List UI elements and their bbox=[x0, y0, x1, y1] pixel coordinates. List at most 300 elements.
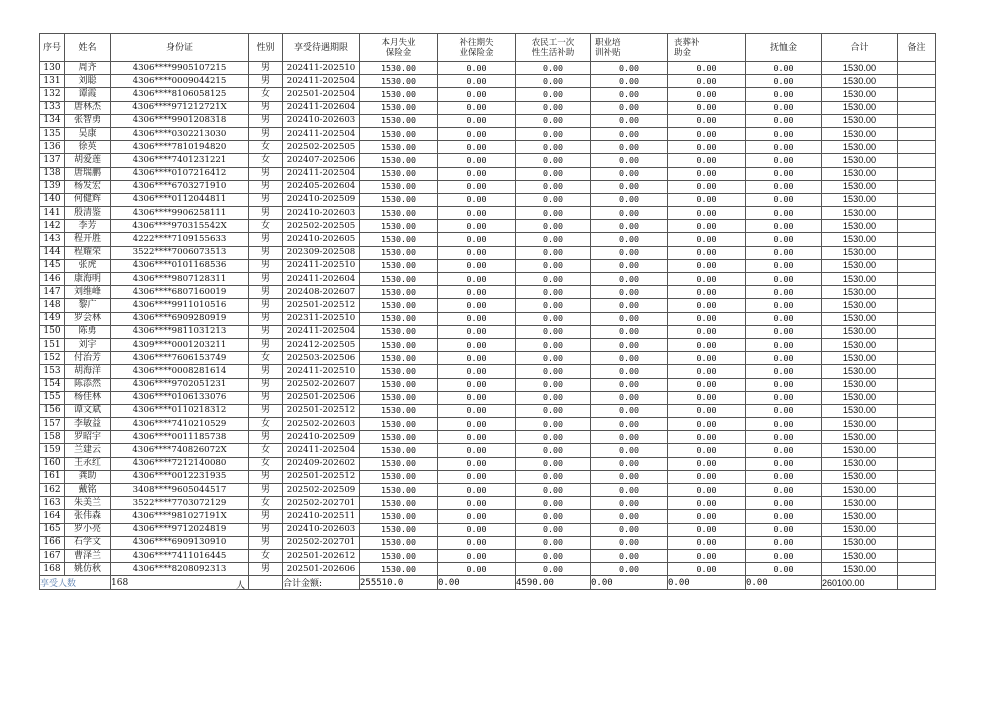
row-training: 0.00 bbox=[591, 141, 668, 154]
table-row bbox=[40, 114, 936, 127]
row-pension: 0.00 bbox=[746, 141, 822, 154]
row-training: 0.00 bbox=[591, 207, 668, 220]
header-monthly-line1: 本月失业 bbox=[381, 37, 416, 48]
row-id: 3408****9605044517 bbox=[111, 484, 249, 497]
sum-backpay: 0.00 bbox=[438, 576, 516, 590]
row-funeral: 0.00 bbox=[668, 259, 746, 272]
row-pension: 0.00 bbox=[746, 127, 822, 140]
row-name: 龚助 bbox=[65, 470, 111, 483]
row-backpay: 0.00 bbox=[438, 62, 516, 75]
row-gender: 男 bbox=[249, 167, 283, 180]
row-id: 4306****0101168536 bbox=[111, 259, 249, 272]
row-total: 1530.00 bbox=[822, 154, 898, 167]
row-funeral: 0.00 bbox=[668, 365, 746, 378]
row-id: 4306****970315542X bbox=[111, 220, 249, 233]
row-backpay: 0.00 bbox=[438, 220, 516, 233]
table-row bbox=[40, 338, 936, 351]
row-pension: 0.00 bbox=[746, 312, 822, 325]
row-total: 1530.00 bbox=[822, 523, 898, 536]
row-migrant: 0.00 bbox=[516, 207, 591, 220]
row-id: 3522****7703072129 bbox=[111, 497, 249, 510]
row-migrant: 0.00 bbox=[516, 193, 591, 206]
row-pension: 0.00 bbox=[746, 286, 822, 299]
row-remark bbox=[898, 286, 936, 299]
row-backpay: 0.00 bbox=[438, 338, 516, 351]
row-pension: 0.00 bbox=[746, 497, 822, 510]
row-monthly: 1530.00 bbox=[360, 207, 438, 220]
row-remark bbox=[898, 246, 936, 259]
row-backpay: 0.00 bbox=[438, 154, 516, 167]
row-monthly: 1530.00 bbox=[360, 141, 438, 154]
row-period: 202410-202509 bbox=[283, 431, 360, 444]
row-pension: 0.00 bbox=[746, 563, 822, 576]
row-pension: 0.00 bbox=[746, 457, 822, 470]
row-backpay: 0.00 bbox=[438, 404, 516, 417]
row-id: 4306****7212140080 bbox=[111, 457, 249, 470]
row-seq: 154 bbox=[40, 378, 65, 391]
row-remark bbox=[898, 444, 936, 457]
row-migrant: 0.00 bbox=[516, 75, 591, 88]
row-seq: 158 bbox=[40, 431, 65, 444]
row-funeral: 0.00 bbox=[668, 299, 746, 312]
row-total: 1530.00 bbox=[822, 180, 898, 193]
row-training: 0.00 bbox=[591, 62, 668, 75]
row-migrant: 0.00 bbox=[516, 259, 591, 272]
row-monthly: 1530.00 bbox=[360, 497, 438, 510]
row-monthly: 1530.00 bbox=[360, 233, 438, 246]
row-funeral: 0.00 bbox=[668, 75, 746, 88]
row-id: 4306****740826072X bbox=[111, 444, 249, 457]
row-monthly: 1530.00 bbox=[360, 510, 438, 523]
row-name: 兰建云 bbox=[65, 444, 111, 457]
row-backpay: 0.00 bbox=[438, 391, 516, 404]
row-name: 徐英 bbox=[65, 141, 111, 154]
row-period: 202503-202506 bbox=[283, 352, 360, 365]
row-training: 0.00 bbox=[591, 88, 668, 101]
row-seq: 162 bbox=[40, 484, 65, 497]
row-pension: 0.00 bbox=[746, 299, 822, 312]
row-total: 1530.00 bbox=[822, 88, 898, 101]
row-migrant: 0.00 bbox=[516, 325, 591, 338]
row-total: 1530.00 bbox=[822, 365, 898, 378]
row-training: 0.00 bbox=[591, 127, 668, 140]
header-migrant bbox=[516, 34, 591, 62]
row-funeral: 0.00 bbox=[668, 167, 746, 180]
row-pension: 0.00 bbox=[746, 154, 822, 167]
row-period: 202411-202510 bbox=[283, 365, 360, 378]
row-monthly: 1530.00 bbox=[360, 484, 438, 497]
row-total: 1530.00 bbox=[822, 470, 898, 483]
row-total: 1530.00 bbox=[822, 444, 898, 457]
count-unit: 人 bbox=[235, 580, 245, 590]
row-total: 1530.00 bbox=[822, 233, 898, 246]
row-name: 胡海洋 bbox=[65, 365, 111, 378]
row-id: 4306****0011185738 bbox=[111, 431, 249, 444]
row-migrant: 0.00 bbox=[516, 523, 591, 536]
row-id: 4306****7810194820 bbox=[111, 141, 249, 154]
header-funeral-line2: 助金 bbox=[674, 47, 692, 58]
header-total: 合计 bbox=[822, 34, 898, 62]
table-row bbox=[40, 273, 936, 286]
row-gender: 男 bbox=[249, 312, 283, 325]
row-training: 0.00 bbox=[591, 352, 668, 365]
row-migrant: 0.00 bbox=[516, 312, 591, 325]
row-backpay: 0.00 bbox=[438, 444, 516, 457]
row-backpay: 0.00 bbox=[438, 497, 516, 510]
row-seq: 137 bbox=[40, 154, 65, 167]
row-total: 1530.00 bbox=[822, 286, 898, 299]
row-id: 4306****0112044811 bbox=[111, 193, 249, 206]
row-funeral: 0.00 bbox=[668, 523, 746, 536]
row-period: 202411-202504 bbox=[283, 325, 360, 338]
row-pension: 0.00 bbox=[746, 365, 822, 378]
row-funeral: 0.00 bbox=[668, 286, 746, 299]
row-funeral: 0.00 bbox=[668, 312, 746, 325]
row-training: 0.00 bbox=[591, 444, 668, 457]
row-id: 4306****9911010516 bbox=[111, 299, 249, 312]
row-migrant: 0.00 bbox=[516, 391, 591, 404]
header-migrant-line2: 性生活补助 bbox=[531, 47, 575, 58]
row-training: 0.00 bbox=[591, 193, 668, 206]
row-total: 1530.00 bbox=[822, 246, 898, 259]
row-seq: 156 bbox=[40, 404, 65, 417]
row-id: 4306****981027191X bbox=[111, 510, 249, 523]
row-training: 0.00 bbox=[591, 378, 668, 391]
row-total: 1530.00 bbox=[822, 127, 898, 140]
row-pension: 0.00 bbox=[746, 391, 822, 404]
row-funeral: 0.00 bbox=[668, 352, 746, 365]
table-row bbox=[40, 418, 936, 431]
row-funeral: 0.00 bbox=[668, 114, 746, 127]
row-remark bbox=[898, 470, 936, 483]
sum-training: 0.00 bbox=[591, 576, 668, 590]
row-migrant: 0.00 bbox=[516, 470, 591, 483]
row-seq: 132 bbox=[40, 88, 65, 101]
row-seq: 144 bbox=[40, 246, 65, 259]
row-pension: 0.00 bbox=[746, 338, 822, 351]
row-monthly: 1530.00 bbox=[360, 246, 438, 259]
row-migrant: 0.00 bbox=[516, 497, 591, 510]
row-period: 202411-202510 bbox=[283, 259, 360, 272]
row-migrant: 0.00 bbox=[516, 62, 591, 75]
row-monthly: 1530.00 bbox=[360, 114, 438, 127]
row-backpay: 0.00 bbox=[438, 484, 516, 497]
row-backpay: 0.00 bbox=[438, 418, 516, 431]
row-monthly: 1530.00 bbox=[360, 549, 438, 562]
row-period: 202411-202510 bbox=[283, 62, 360, 75]
sum-remark bbox=[898, 576, 936, 590]
row-period: 202410-202509 bbox=[283, 193, 360, 206]
row-name: 罗会林 bbox=[65, 312, 111, 325]
row-funeral: 0.00 bbox=[668, 404, 746, 417]
row-pension: 0.00 bbox=[746, 378, 822, 391]
row-total: 1530.00 bbox=[822, 167, 898, 180]
row-funeral: 0.00 bbox=[668, 88, 746, 101]
row-gender: 男 bbox=[249, 431, 283, 444]
row-migrant: 0.00 bbox=[516, 246, 591, 259]
row-pension: 0.00 bbox=[746, 404, 822, 417]
row-backpay: 0.00 bbox=[438, 352, 516, 365]
header-migrant-line1: 农民工一次 bbox=[531, 37, 575, 48]
row-remark bbox=[898, 259, 936, 272]
row-pension: 0.00 bbox=[746, 180, 822, 193]
table-row bbox=[40, 259, 936, 272]
row-pension: 0.00 bbox=[746, 220, 822, 233]
row-gender: 女 bbox=[249, 497, 283, 510]
row-seq: 160 bbox=[40, 457, 65, 470]
row-training: 0.00 bbox=[591, 114, 668, 127]
row-backpay: 0.00 bbox=[438, 563, 516, 576]
row-funeral: 0.00 bbox=[668, 484, 746, 497]
row-total: 1530.00 bbox=[822, 259, 898, 272]
row-seq: 152 bbox=[40, 352, 65, 365]
row-id: 4306****9807128311 bbox=[111, 273, 249, 286]
row-id: 4306****9811031213 bbox=[111, 325, 249, 338]
sum-monthly: 255510.0 bbox=[360, 576, 438, 590]
row-period: 202412-202505 bbox=[283, 338, 360, 351]
row-name: 付治芳 bbox=[65, 352, 111, 365]
table-row bbox=[40, 141, 936, 154]
row-seq: 149 bbox=[40, 312, 65, 325]
count-value bbox=[111, 576, 249, 590]
row-training: 0.00 bbox=[591, 563, 668, 576]
row-monthly: 1530.00 bbox=[360, 536, 438, 549]
row-remark bbox=[898, 180, 936, 193]
row-pension: 0.00 bbox=[746, 470, 822, 483]
row-period: 202409-202602 bbox=[283, 457, 360, 470]
row-funeral: 0.00 bbox=[668, 154, 746, 167]
row-gender: 男 bbox=[249, 378, 283, 391]
row-funeral: 0.00 bbox=[668, 207, 746, 220]
summary-row bbox=[40, 576, 936, 590]
row-training: 0.00 bbox=[591, 325, 668, 338]
row-remark bbox=[898, 536, 936, 549]
header-funeral-line1: 丧葬补 bbox=[674, 37, 700, 48]
row-total: 1530.00 bbox=[822, 536, 898, 549]
row-funeral: 0.00 bbox=[668, 431, 746, 444]
row-total: 1530.00 bbox=[822, 497, 898, 510]
row-migrant: 0.00 bbox=[516, 273, 591, 286]
row-training: 0.00 bbox=[591, 233, 668, 246]
row-training: 0.00 bbox=[591, 338, 668, 351]
row-id: 4306****971212721X bbox=[111, 101, 249, 114]
table-row bbox=[40, 75, 936, 88]
row-backpay: 0.00 bbox=[438, 431, 516, 444]
row-backpay: 0.00 bbox=[438, 167, 516, 180]
row-period: 202411-202604 bbox=[283, 273, 360, 286]
row-total: 1530.00 bbox=[822, 338, 898, 351]
row-name: 康海明 bbox=[65, 273, 111, 286]
row-funeral: 0.00 bbox=[668, 549, 746, 562]
row-backpay: 0.00 bbox=[438, 207, 516, 220]
row-backpay: 0.00 bbox=[438, 470, 516, 483]
row-pension: 0.00 bbox=[746, 114, 822, 127]
row-gender: 男 bbox=[249, 484, 283, 497]
row-seq: 138 bbox=[40, 167, 65, 180]
row-name: 姚仿秋 bbox=[65, 563, 111, 576]
row-monthly: 1530.00 bbox=[360, 101, 438, 114]
row-id: 4309****0001203211 bbox=[111, 338, 249, 351]
row-total: 1530.00 bbox=[822, 141, 898, 154]
row-gender: 男 bbox=[249, 563, 283, 576]
row-total: 1530.00 bbox=[822, 299, 898, 312]
row-gender: 女 bbox=[249, 549, 283, 562]
row-name: 罗小亮 bbox=[65, 523, 111, 536]
table-row bbox=[40, 470, 936, 483]
row-remark bbox=[898, 207, 936, 220]
row-training: 0.00 bbox=[591, 273, 668, 286]
row-gender: 女 bbox=[249, 444, 283, 457]
header-row bbox=[40, 34, 936, 62]
row-monthly: 1530.00 bbox=[360, 352, 438, 365]
row-total: 1530.00 bbox=[822, 325, 898, 338]
table-row bbox=[40, 88, 936, 101]
row-total: 1530.00 bbox=[822, 484, 898, 497]
row-remark bbox=[898, 365, 936, 378]
row-pension: 0.00 bbox=[746, 207, 822, 220]
header-id: 身份证 bbox=[111, 34, 249, 62]
table-row bbox=[40, 497, 936, 510]
row-migrant: 0.00 bbox=[516, 404, 591, 417]
row-remark bbox=[898, 378, 936, 391]
row-training: 0.00 bbox=[591, 523, 668, 536]
row-name: 周齐 bbox=[65, 62, 111, 75]
header-monthly-line2: 保险金 bbox=[385, 47, 412, 58]
row-backpay: 0.00 bbox=[438, 233, 516, 246]
row-total: 1530.00 bbox=[822, 510, 898, 523]
row-backpay: 0.00 bbox=[438, 193, 516, 206]
row-pension: 0.00 bbox=[746, 233, 822, 246]
header-monthly bbox=[360, 34, 438, 62]
row-remark bbox=[898, 484, 936, 497]
row-training: 0.00 bbox=[591, 470, 668, 483]
row-training: 0.00 bbox=[591, 246, 668, 259]
summary-gap bbox=[249, 576, 283, 590]
row-total: 1530.00 bbox=[822, 75, 898, 88]
sum-total: 260100.00 bbox=[822, 576, 898, 590]
row-remark bbox=[898, 88, 936, 101]
row-seq: 165 bbox=[40, 523, 65, 536]
count-label: 享受人数 bbox=[40, 576, 111, 590]
row-period: 202501-202512 bbox=[283, 404, 360, 417]
row-remark bbox=[898, 510, 936, 523]
row-backpay: 0.00 bbox=[438, 246, 516, 259]
row-monthly: 1530.00 bbox=[360, 180, 438, 193]
row-seq: 141 bbox=[40, 207, 65, 220]
row-total: 1530.00 bbox=[822, 207, 898, 220]
row-training: 0.00 bbox=[591, 101, 668, 114]
row-monthly: 1530.00 bbox=[360, 88, 438, 101]
row-migrant: 0.00 bbox=[516, 299, 591, 312]
row-remark bbox=[898, 457, 936, 470]
row-seq: 161 bbox=[40, 470, 65, 483]
row-pension: 0.00 bbox=[746, 193, 822, 206]
table-row bbox=[40, 299, 936, 312]
row-name: 刘宇 bbox=[65, 338, 111, 351]
row-seq: 135 bbox=[40, 127, 65, 140]
row-backpay: 0.00 bbox=[438, 75, 516, 88]
row-period: 202502-202701 bbox=[283, 536, 360, 549]
row-period: 202411-202604 bbox=[283, 101, 360, 114]
row-period: 202502-202505 bbox=[283, 141, 360, 154]
table-row bbox=[40, 549, 936, 562]
table-row bbox=[40, 431, 936, 444]
row-name: 唐林杰 bbox=[65, 101, 111, 114]
table-row bbox=[40, 167, 936, 180]
row-remark bbox=[898, 220, 936, 233]
row-name: 罗昭宇 bbox=[65, 431, 111, 444]
row-gender: 男 bbox=[249, 404, 283, 417]
header-funeral bbox=[668, 34, 746, 62]
row-funeral: 0.00 bbox=[668, 246, 746, 259]
row-name: 李芳 bbox=[65, 220, 111, 233]
row-migrant: 0.00 bbox=[516, 418, 591, 431]
row-migrant: 0.00 bbox=[516, 484, 591, 497]
row-migrant: 0.00 bbox=[516, 352, 591, 365]
row-total: 1530.00 bbox=[822, 404, 898, 417]
row-seq: 153 bbox=[40, 365, 65, 378]
header-backpay-line2: 业保险金 bbox=[459, 47, 494, 58]
row-backpay: 0.00 bbox=[438, 365, 516, 378]
row-monthly: 1530.00 bbox=[360, 325, 438, 338]
table-row bbox=[40, 484, 936, 497]
row-training: 0.00 bbox=[591, 299, 668, 312]
table-row bbox=[40, 391, 936, 404]
row-funeral: 0.00 bbox=[668, 391, 746, 404]
row-monthly: 1530.00 bbox=[360, 563, 438, 576]
row-id: 4306****9901208318 bbox=[111, 114, 249, 127]
row-monthly: 1530.00 bbox=[360, 391, 438, 404]
row-migrant: 0.00 bbox=[516, 549, 591, 562]
row-gender: 男 bbox=[249, 193, 283, 206]
row-id: 4306****7401231221 bbox=[111, 154, 249, 167]
row-funeral: 0.00 bbox=[668, 101, 746, 114]
row-pension: 0.00 bbox=[746, 431, 822, 444]
row-id: 4306****0110218312 bbox=[111, 404, 249, 417]
row-migrant: 0.00 bbox=[516, 220, 591, 233]
benefit-table bbox=[39, 33, 936, 590]
row-remark bbox=[898, 193, 936, 206]
row-period: 202405-202604 bbox=[283, 180, 360, 193]
row-seq: 133 bbox=[40, 101, 65, 114]
row-total: 1530.00 bbox=[822, 391, 898, 404]
row-id: 4306****0107216412 bbox=[111, 167, 249, 180]
row-gender: 男 bbox=[249, 62, 283, 75]
row-training: 0.00 bbox=[591, 484, 668, 497]
row-funeral: 0.00 bbox=[668, 378, 746, 391]
table-row bbox=[40, 563, 936, 576]
row-monthly: 1530.00 bbox=[360, 62, 438, 75]
row-migrant: 0.00 bbox=[516, 444, 591, 457]
table-row bbox=[40, 312, 936, 325]
row-remark bbox=[898, 299, 936, 312]
row-funeral: 0.00 bbox=[668, 273, 746, 286]
table-row bbox=[40, 193, 936, 206]
row-migrant: 0.00 bbox=[516, 154, 591, 167]
row-id: 4306****9905107215 bbox=[111, 62, 249, 75]
row-monthly: 1530.00 bbox=[360, 312, 438, 325]
row-pension: 0.00 bbox=[746, 510, 822, 523]
row-training: 0.00 bbox=[591, 497, 668, 510]
row-pension: 0.00 bbox=[746, 444, 822, 457]
row-id: 4306****7410210529 bbox=[111, 418, 249, 431]
row-period: 202411-202504 bbox=[283, 75, 360, 88]
table-row bbox=[40, 246, 936, 259]
row-monthly: 1530.00 bbox=[360, 404, 438, 417]
header-backpay bbox=[438, 34, 516, 62]
row-id: 4306****6909280919 bbox=[111, 312, 249, 325]
table-row bbox=[40, 220, 936, 233]
